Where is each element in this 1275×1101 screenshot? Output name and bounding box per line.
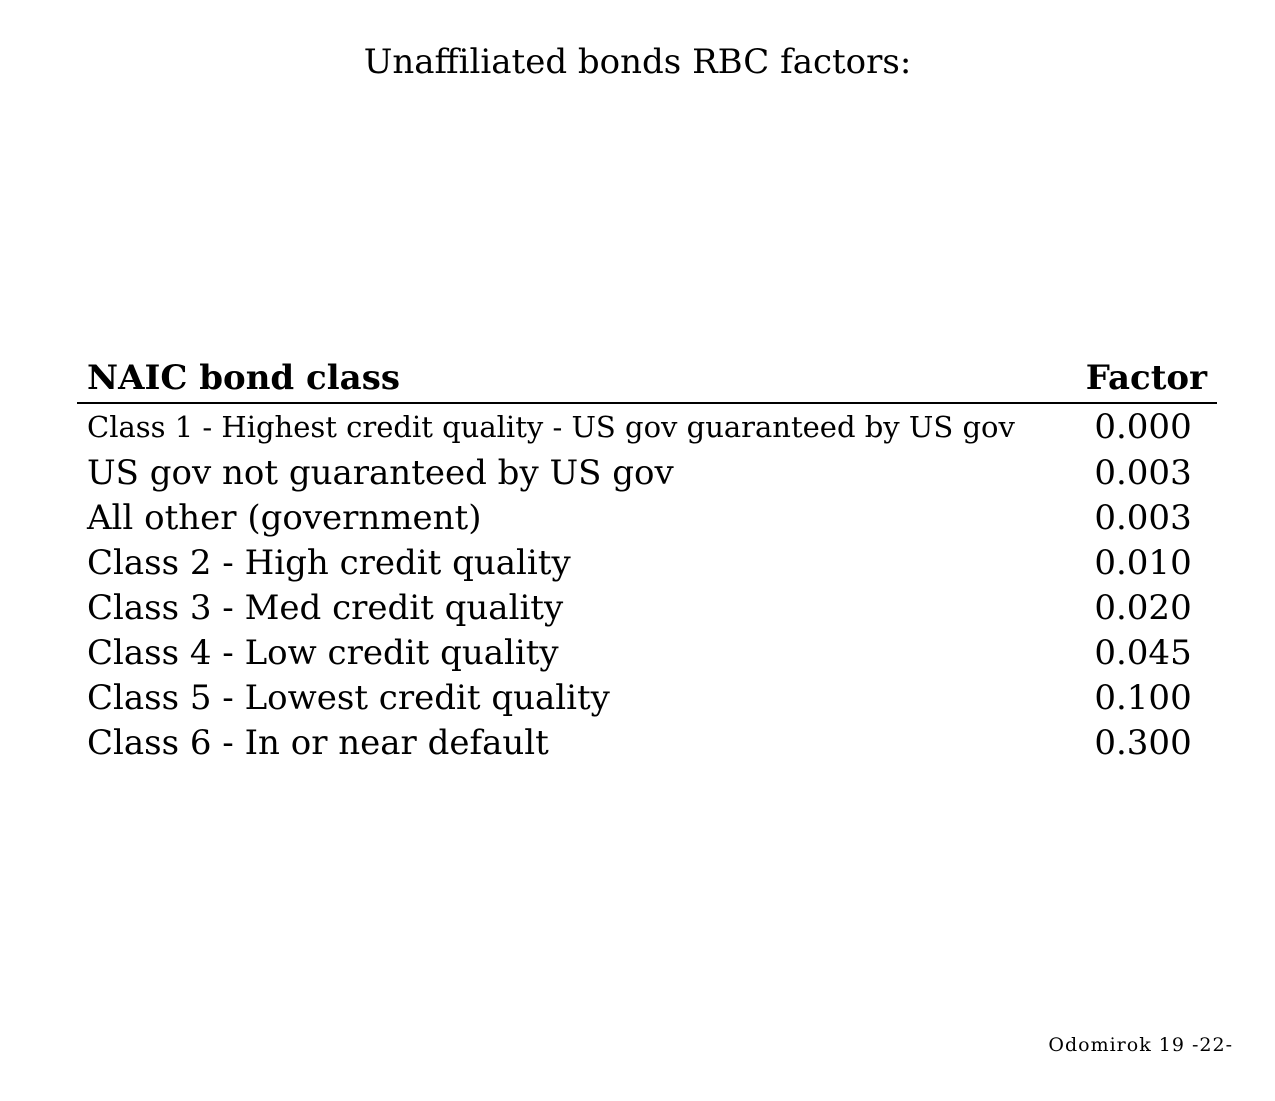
column-header-factor: Factor xyxy=(1069,354,1217,403)
table-row xyxy=(77,630,1217,675)
table-row xyxy=(77,675,1217,720)
bond-class-cell: Class 6 - In or near default xyxy=(87,722,549,763)
factor-cell: 0.000 xyxy=(1094,407,1192,447)
factor-cell: 0.020 xyxy=(1094,587,1192,628)
column-header-bond-class: NAIC bond class xyxy=(77,354,1069,403)
table-row xyxy=(77,720,1217,765)
page-footer: Odomirok 19 -22- xyxy=(1048,1034,1233,1056)
table-row xyxy=(77,403,1217,450)
table-row xyxy=(77,495,1217,540)
table-row xyxy=(77,540,1217,585)
factor-cell: 0.300 xyxy=(1094,722,1192,763)
factor-cell: 0.100 xyxy=(1094,677,1192,718)
factor-cell: 0.045 xyxy=(1094,632,1192,673)
bond-class-cell: Class 4 - Low credit quality xyxy=(87,632,559,673)
table-row xyxy=(77,450,1217,495)
bond-class-cell: US gov not guaranteed by US gov xyxy=(87,452,674,493)
rbc-factors-table xyxy=(77,354,1217,765)
bond-class-cell: Class 2 - High credit quality xyxy=(87,542,571,583)
bond-class-cell: Class 3 - Med credit quality xyxy=(87,587,564,628)
factor-cell: 0.010 xyxy=(1094,542,1192,583)
page-title: Unaffiliated bonds RBC factors: xyxy=(363,42,912,82)
bond-class-cell: All other (government) xyxy=(87,497,482,538)
bond-class-cell: Class 5 - Lowest credit quality xyxy=(87,677,610,718)
factor-cell: 0.003 xyxy=(1094,497,1192,538)
factor-cell: 0.003 xyxy=(1094,452,1192,493)
bond-class-cell: Class 1 - Highest credit quality - US gov guaranteed by US gov xyxy=(87,410,1015,444)
table-header-row xyxy=(77,354,1217,403)
table-row xyxy=(77,585,1217,630)
